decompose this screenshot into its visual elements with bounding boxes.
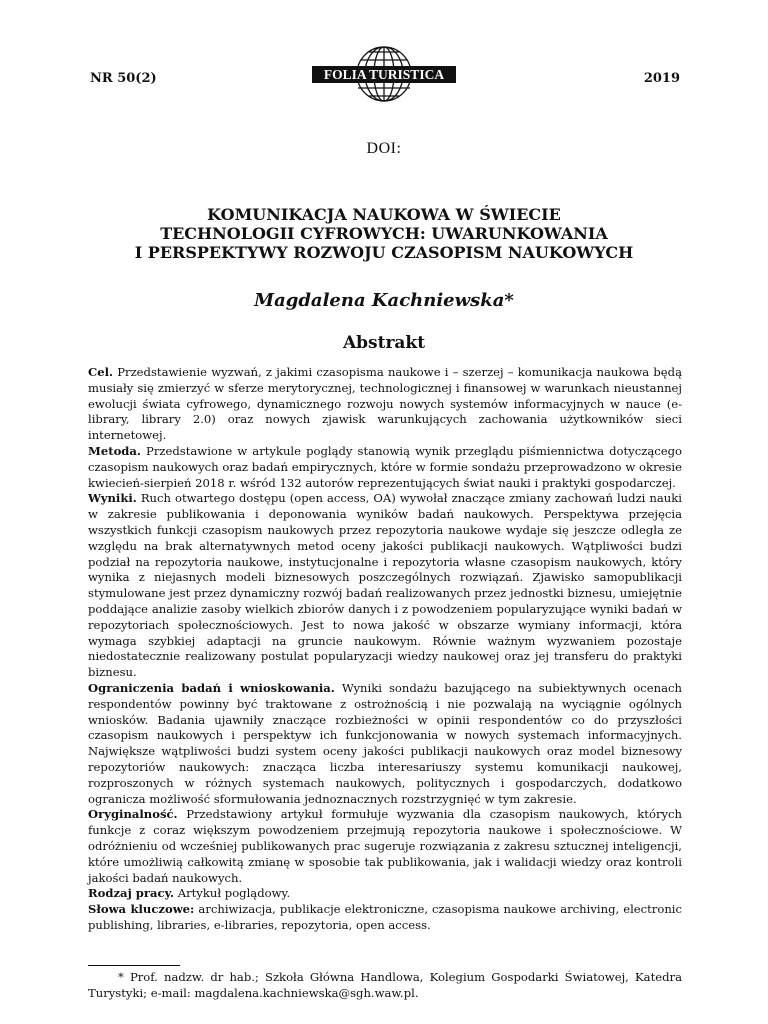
section-text: Przedstawiony artykuł formułuje wyzwania dla czasopism naukowych, których funkcje z coraz większym powodzeniem przejmują repozytoria naukowe i społecznościowe. W odróżnieniu od wcześniej publikowanych prac sugeruje rozwiązania z zakresu sztucznej inteligencji, które umożliwią całkowitą zmianę w sposobie tak publikowania, jak i walidacji wiedzy oraz kontroli jakości badań naukowych. <box>88 807 682 885</box>
abstract-heading: Abstrakt <box>342 333 426 353</box>
section-text: Artykuł poglądowy. <box>177 886 291 901</box>
section-label: Metoda. <box>88 443 141 458</box>
publication-year: 2019 <box>643 71 680 86</box>
title-line: KOMUNIKACJA NAUKOWA W ŚWIECIE <box>207 205 561 224</box>
abstract-section <box>88 491 682 681</box>
logo-text: FOLIA TURISTICA <box>323 67 445 82</box>
author-name: Magdalena Kachniewska* <box>254 290 514 311</box>
section-label: Rodzaj pracy. <box>88 886 175 901</box>
abstract-section <box>88 365 682 444</box>
section-text: Ruch otwartego dostępu (open access, OA) wywołał znaczące zmiany zachowań ludzi nauki w zakresie publikowania i deponowania wyników badań naukowych. Perspektywa przejęcia wszystkich funkcji czasopism naukowych przez repozytoria naukowe wydaje się jeszcze odległa ze względu na brak alternatywnych metod oceny jakości publikacji naukowych. Wątpliwości budzi podział na repozytoria naukowe, instytucjonalne i repozytoria własne czasopism naukowych, który wynika z niejasnych modeli biznesowych poszczególnych rozwiązań. Zjawisko samopublikacji stymulowane jest przez dynamiczny rozwój badań realizowanych przez jednostki biznesu, umiejętnie poddające analizie zasoby wielkich zbiorów danych i z powodzeniem popularyzujące wyniki badań w repozytoriach społecznościowych. Jest to nowa jakość w obszarze wymiany informacji, która wymaga szybkiej adaptacji na gruncie naukowym. Równie ważnym wyzwaniem pozostaje niedostatecznie realizowany postulat popularyzacji wiedzy naukowej oraz jej transferu do praktyki biznesu. <box>88 491 682 680</box>
section-text: Wyniki sondażu bazującego na subiektywnych ocenach respondentów powinny być traktowane z ostrożnością i nie pozwalają na wyciągnie ogólnych wniosków. Badania ujawniły znaczące rozbieżności w opinii respondentów co do przyszłości czasopism naukowych i perspektyw ich funkcjonowania w nowych systemach informacyjnych. Największe wątpliwości budzi system oceny jakości publikacji naukowych oraz model biznesowy repozytoriów naukowych: znacząca liczba interesariuszy systemu komunikacji naukowej, rozproszonych w różnych systemach naukowych, politycznych i gospodarczych, dodatkowo ogranicza możliwość sformułowania jednoznacznych rozstrzygnięć w tym zakresie. <box>88 680 682 806</box>
title-line: TECHNOLOGII CYFROWYCH: UWARUNKOWANIA <box>160 224 608 243</box>
section-text: Przedstawione w artykule poglądy stanowią wynik przeglądu piśmiennictwa dotyczącego czasopism naukowych oraz badań empirycznych, które w formie sondażu przeprowadzono w okresie kwiecień-sierpień 2018 r. wśród 132 autorów reprezentujących świat nauki i praktyki gospodarczej. <box>88 443 682 490</box>
title-line: I PERSPEKTYWY ROZWOJU CZASOPISM NAUKOWYCH <box>134 243 634 262</box>
folia-turistica-logo <box>309 44 459 104</box>
section-label: Ograniczenia badań i wnioskowania. <box>88 680 335 695</box>
author-footnote: * Prof. nadzw. dr hab.; Szkoła Główna Handlowa, Kolegium Gospodarki Światowej, Katedra Turystyki; e-mail: magdalena.kachniewska@sgh.waw.pl. <box>88 970 682 1000</box>
section-text: archiwizacja, publikacje elektroniczne, czasopisma naukowe archiving, electronic publishing, libraries, e-libraries, repozytoria, open access. <box>88 902 682 932</box>
section-text: Przedstawienie wyzwań, z jakimi czasopisma naukowe i – szerzej – komunikacja naukowa będą musiały się zmierzyć w sferze merytorycznej, technologicznej i finansowej w warunkach nieustannej ewolucji świata cyfrowego, dynamicznego rozwoju nowych systemów informacyjnych w nauce (e-library, library 2.0) oraz nowych zjawisk warunkujących zachowania użytkowników sieci internetowej. <box>88 365 683 443</box>
issue-number: NR 50(2) <box>90 71 157 86</box>
footnote-divider <box>88 965 180 966</box>
abstract-section <box>88 886 682 902</box>
page-header <box>0 44 768 104</box>
doi-label: DOI: <box>366 140 402 157</box>
abstract-section <box>88 902 682 934</box>
section-label: Oryginalność. <box>88 807 178 822</box>
section-label: Cel. <box>88 365 114 379</box>
section-label: Słowa kluczowe: <box>88 902 195 917</box>
article-title <box>60 205 708 262</box>
section-label: Wyniki. <box>88 491 137 506</box>
abstract-section <box>88 807 682 886</box>
abstract-body <box>88 365 682 934</box>
abstract-section <box>88 681 682 807</box>
abstract-section <box>88 444 682 491</box>
